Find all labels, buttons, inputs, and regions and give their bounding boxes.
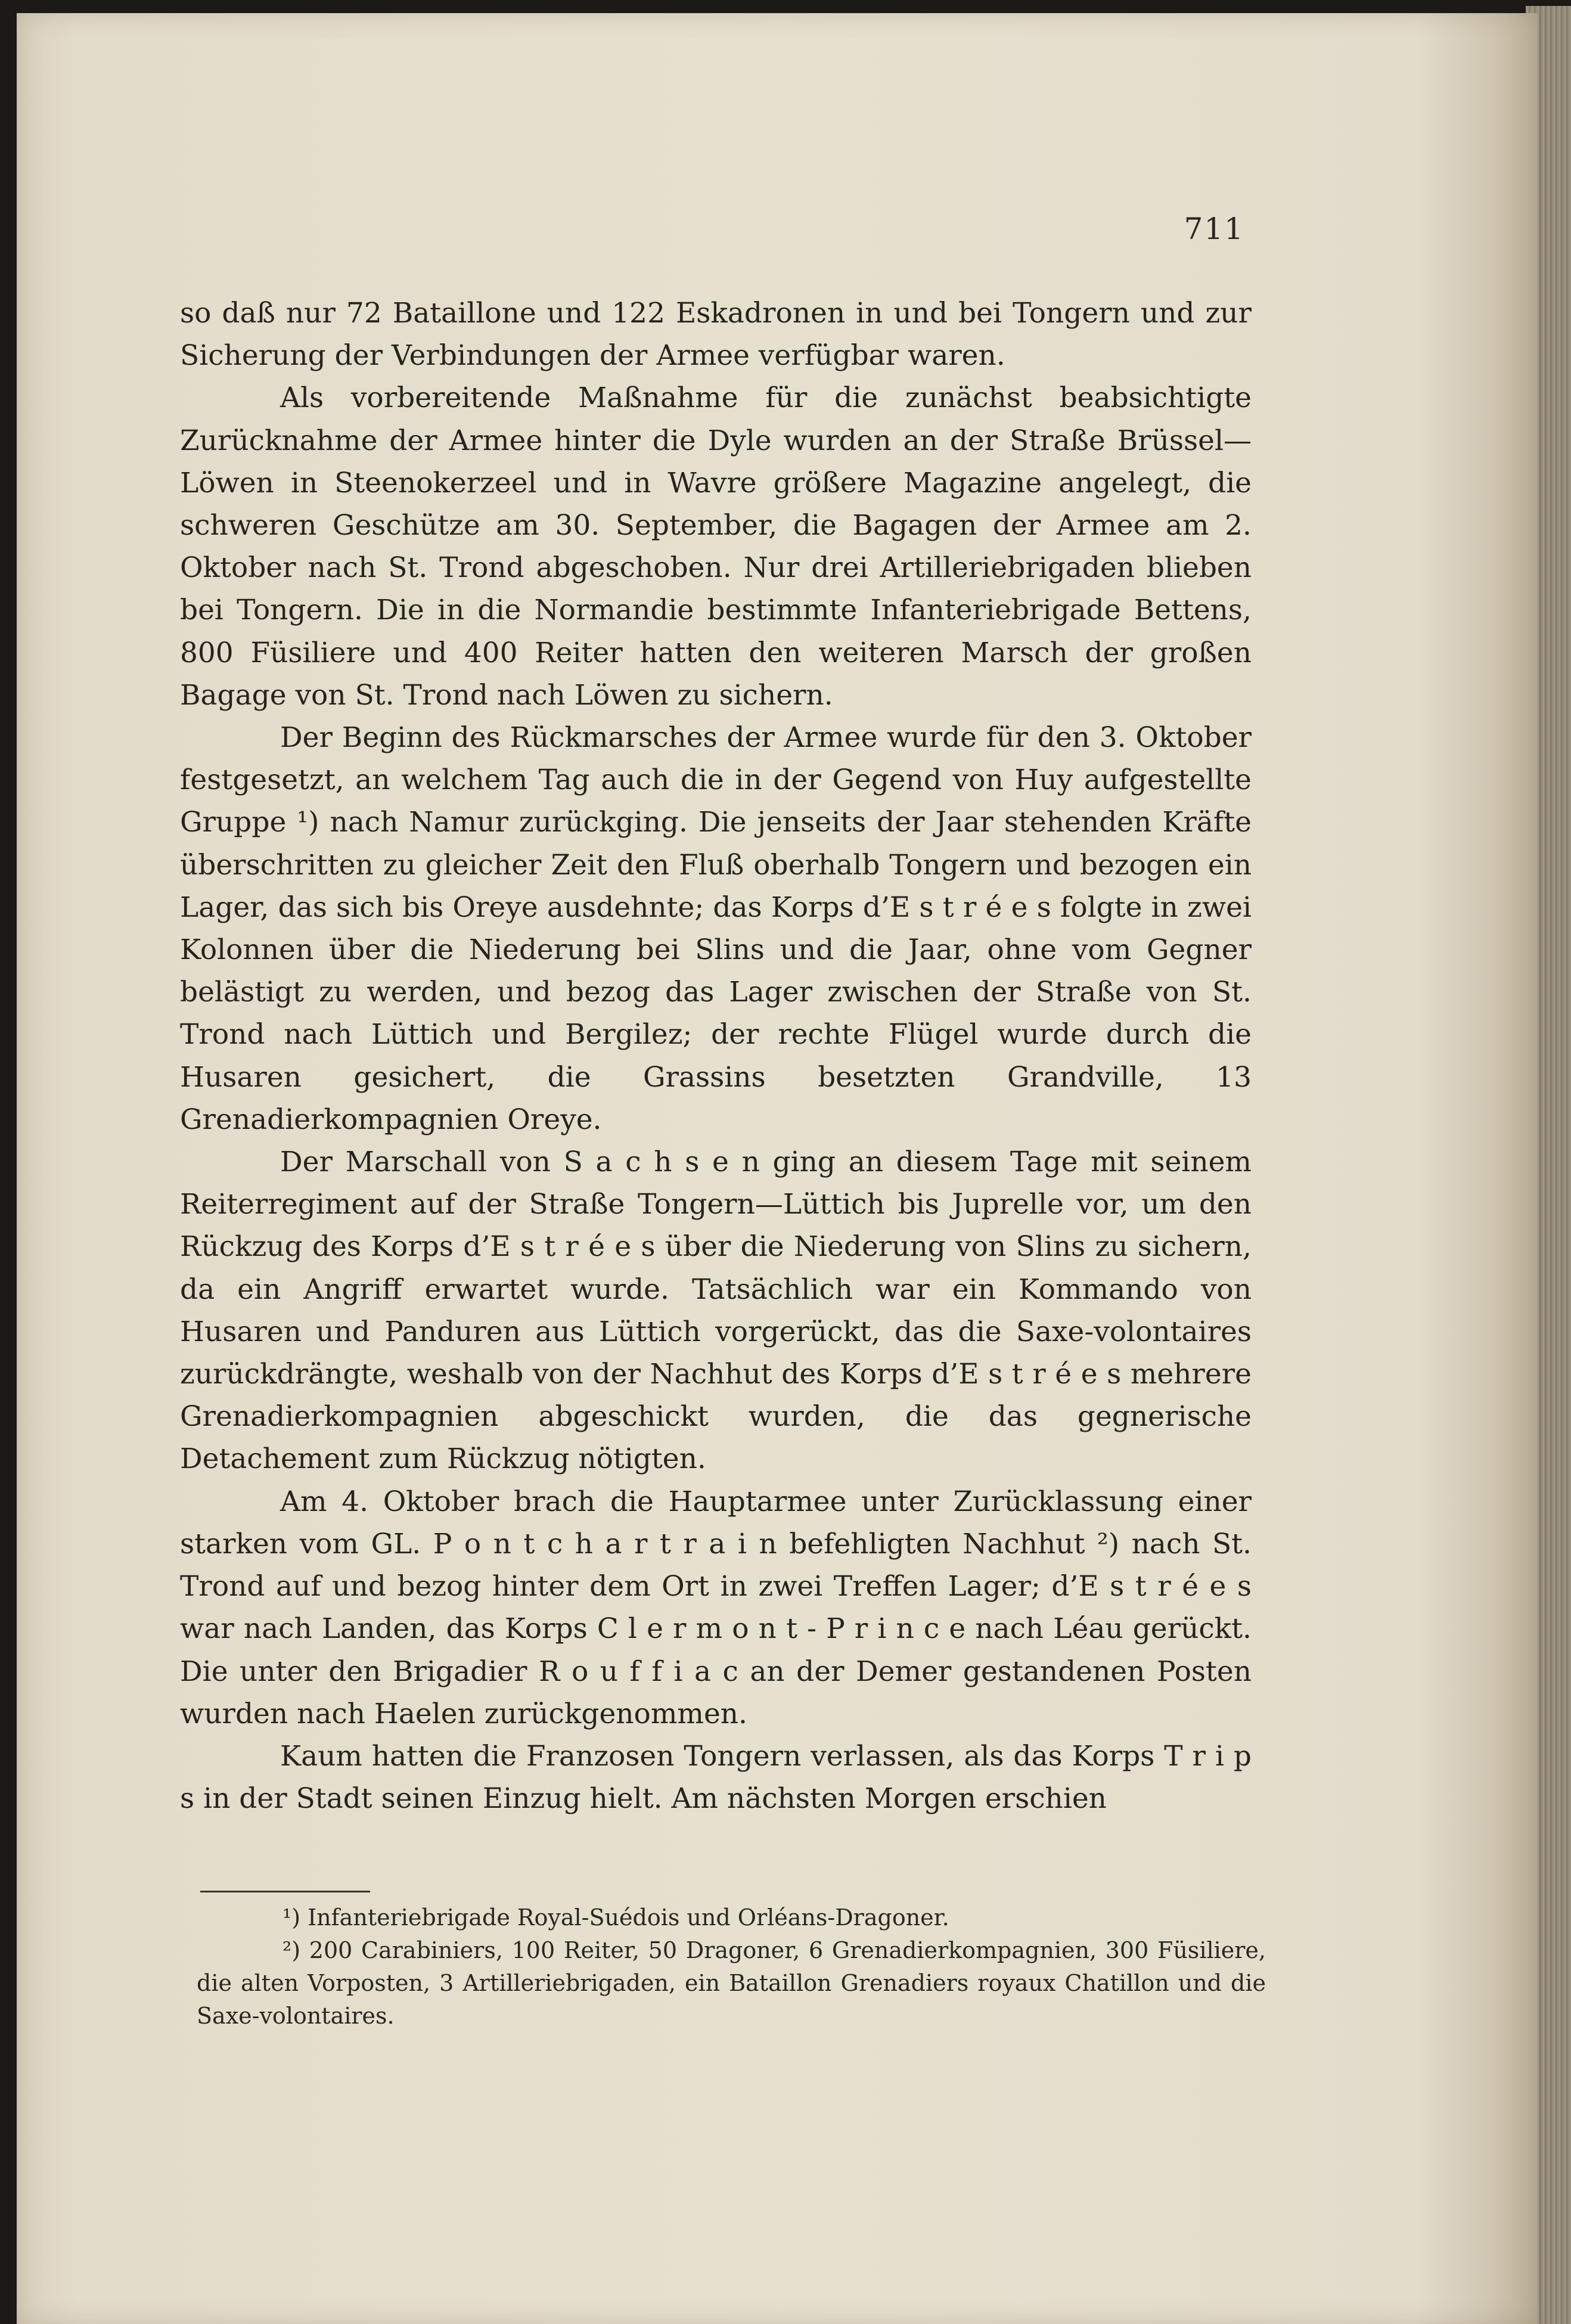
paragraph-4: Der Marschall von S a c h s e n ging an diesem Tage mit seinem Reiterregiment auf der Straße Tongern—Lüttich bis Juprelle vor, um den Rückzug des Korps d’E s t r é e s über die Niederung von Slins zu sichern, da ein Angriff erwartet wurde. Tatsächlich war ein Kommando von Husaren und Panduren aus Lüttich vorgerückt, das die Saxe-volontaires zurückdrängte, weshalb von der Nachhut des Korps d’E s t r é e s mehrere Grenadierkompagnien abgeschickt wurden, die das gegnerische Detachement zum Rückzug nötigten. <box>180 1146 1252 1476</box>
footnote-1: ¹) Infanteriebrigade Royal-Suédois und Orléans-Dragoner. <box>282 1904 949 1931</box>
paragraph-3: Der Beginn des Rückmarsches der Armee wurde für den 3. Oktober festgesetzt, an welchem Tag auch die in der Gegend von Huy aufgestellte Gruppe ¹) nach Namur zurückging. Die jenseits der Jaar stehenden Kräfte überschritten zu gleicher Zeit den Fluß oberhalb Tongern und bezogen ein Lager, das sich bis Oreye ausdehnte; das Korps d’E s t r é e s folgte in zwei Kolonnen über die Niederung bei Slins und die Jaar, ohne vom Gegner belästigt zu werden, und bezog das Lager zwischen der Straße von St. Trond nach Lüttich und Bergilez; der rechte Flügel wurde durch die Husaren gesichert, die Grassins besetzten Grandville, 13 Grenadierkompagnien Oreye. <box>180 721 1252 1136</box>
paragraph-6: Kaum hatten die Franzosen Tongern verlassen, als das Korps T r i p s in der Stadt seinen Einzug hielt. Am nächsten Morgen erschien <box>180 1739 1252 1816</box>
body-text <box>180 292 1252 1820</box>
page-number: 711 <box>1184 212 1244 246</box>
paragraph-2: Als vorbereitende Maßnahme für die zunächst beabsichtigte Zurücknahme der Armee hinter die Dyle wurden an der Straße Brüssel—Löwen in Steenokerzeel und in Wavre größere Magazine angelegt, die schweren Geschütze am 30. September, die Bagagen der Armee am 2. Oktober nach St. Trond abgeschoben. Nur drei Artilleriebrigaden blieben bei Tongern. Die in die Normandie bestimmte Infanteriebrigade Bettens, 800 Füsiliere und 400 Reiter hatten den weiteren Marsch der großen Bagage von St. Trond nach Löwen zu sichern. <box>180 381 1252 712</box>
paragraph-1: so daß nur 72 Bataillone und 122 Eskadronen in und bei Tongern und zur Sicherung der Verbindungen der Armee verfügbar waren. <box>180 297 1252 373</box>
paragraph-5: Am 4. Oktober brach die Hauptarmee unter Zurücklassung einer starken vom GL. P o n t c h a r t r a i n befehligten Nachhut ²) nach St. Trond auf und bezog hinter dem Ort in zwei Treffen Lager; d’E s t r é e s war nach Landen, das Korps C l e r m o n t - P r i n c e nach Léau gerückt. Die unter den Brigadier R o u f f i a c an der Demer gestandenen Posten wurden nach Haelen zurückgenommen. <box>180 1485 1252 1730</box>
footnote-divider <box>200 1891 370 1892</box>
footnote-2: ²) 200 Carabiniers, 100 Reiter, 50 Dragoner, 6 Grenadierkompagnien, 300 Füsiliere, die alten Vorposten, 3 Artilleriebrigaden, ein Bataillon Grenadiers royaux Chatillon und die Saxe-volontaires. <box>197 1937 1266 2029</box>
footnotes <box>197 1901 1266 2033</box>
